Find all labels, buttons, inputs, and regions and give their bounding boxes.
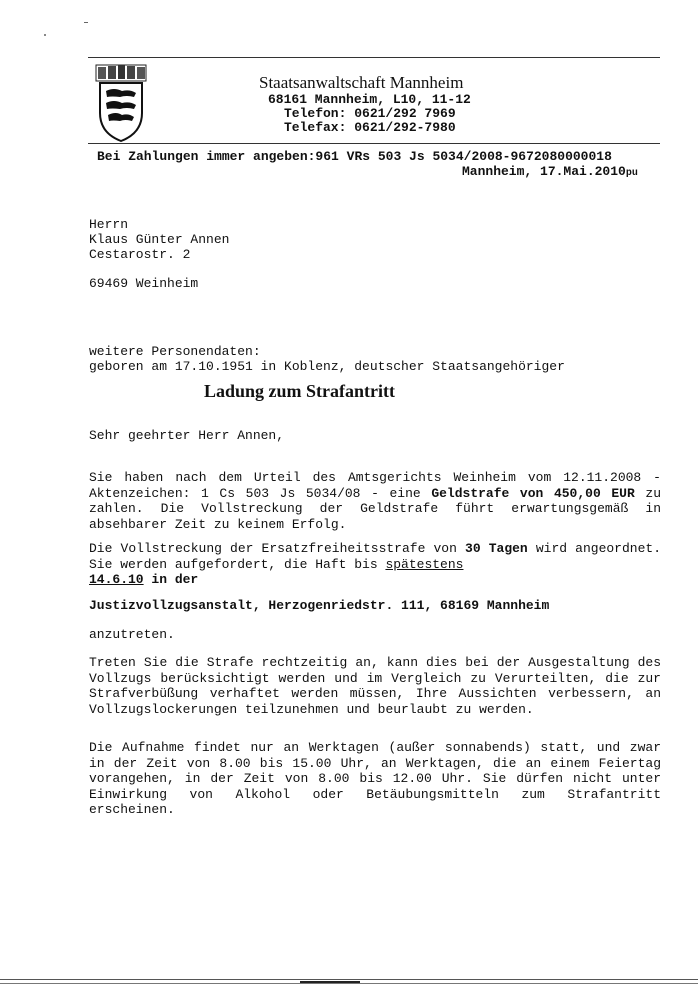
detention-days: 30 Tagen <box>465 541 528 556</box>
recipient-name: Klaus Günter Annen <box>89 232 230 247</box>
recipient-street: Cestarostr. 2 <box>89 247 191 262</box>
agency-name: Staatsanwaltschaft Mannheim <box>259 73 464 92</box>
agency-phone: Telefon: 0621/292 7969 <box>284 106 456 121</box>
agency-address: 68161 Mannheim, L10, 11-12 <box>268 92 471 107</box>
deadline-line <box>89 572 198 587</box>
header-top-rule <box>88 57 660 58</box>
place-date-text: Mannheim, 17.Mai.2010 <box>462 164 626 179</box>
person-birth-info: geboren am 17.10.1951 in Koblenz, deutscher Staatsangehöriger <box>89 359 565 374</box>
anzutreten-text: anzutreten. <box>89 627 175 642</box>
place-date <box>462 164 638 179</box>
enforcement-mid: wird angeordnet. Sie werden aufgefordert, die Haft bis <box>89 541 661 572</box>
recipient-city: 69469 Weinheim <box>89 276 199 291</box>
judgment-rest: zu zahlen. Die Vollstreckung der Geldstrafe führt erwartungsgemäß in absehbarer Zeit zu keinem Erfolg. <box>89 485 661 532</box>
greeting: Sehr geehrter Herr Annen, <box>89 428 285 443</box>
judgment-intro: Sie haben nach dem Urteil des Amtsgerichts Weinheim vom 12.11.2008 - Aktenzeichen: 1 Cs 503 Js 5034/08 - eine <box>89 470 661 501</box>
letter-title: Ladung zum Strafantritt <box>204 381 396 401</box>
enforcement-intro: Die Vollstreckung der Ersatzfreiheitsstrafe von <box>89 541 466 556</box>
paragraph-timely-start: Treten Sie die Strafe rechtzeitig an, kann dies bei der Ausgestaltung des Vollzugs berücksichtigt werden und im Vergleich zu Verurteilten, die zur Strafverbüßung verhaftet werden müssen, Ihre Aussichten verbessern, an Vollzugslockerungen teilzunehmen und beurlaubt zu werden. <box>89 655 661 717</box>
agency-fax: Telefax: 0621/292-7980 <box>284 120 456 135</box>
payment-reference: Bei Zahlungen immer angeben:961 VRs 503 Js 5034/2008-9672080000018 <box>97 149 612 164</box>
deadline-end: in der <box>143 572 199 587</box>
footer-mark <box>300 981 360 983</box>
coat-of-arms-icon <box>92 63 150 143</box>
paragraph-judgment <box>89 470 661 532</box>
paragraph-enforcement <box>89 541 661 572</box>
header-bottom-rule <box>88 143 660 144</box>
deadline-label: spätestens <box>385 556 464 572</box>
fine-amount: Geldstrafe von 450,00 EUR <box>431 485 635 501</box>
person-data-label: weitere Personendaten: <box>89 344 261 359</box>
recipient-salutation: Herrn <box>89 217 129 232</box>
institution-address: Justizvollzugsanstalt, Herzogenriedstr. 111, 68169 Mannheim <box>89 598 550 613</box>
deadline-date: 14.6.10 <box>89 572 144 587</box>
scan-mark <box>44 34 46 36</box>
scan-mark <box>84 22 88 23</box>
date-suffix: pu <box>625 168 638 179</box>
footer-rule-2 <box>0 983 698 984</box>
paragraph-admission-times: Die Aufnahme findet nur an Werktagen (außer sonnabends) statt, und zwar in der Zeit von 8.00 bis 15.00 Uhr, an Werktagen, die an einem Feiertag vorangehen, in der Zeit von 8.00 bis 12.00 Uhr. Sie dürfen nicht unter Einwirkung von Alkohol oder Betäubungsmitteln zum Strafantritt erscheinen. <box>89 740 661 817</box>
footer-rule <box>0 979 698 980</box>
